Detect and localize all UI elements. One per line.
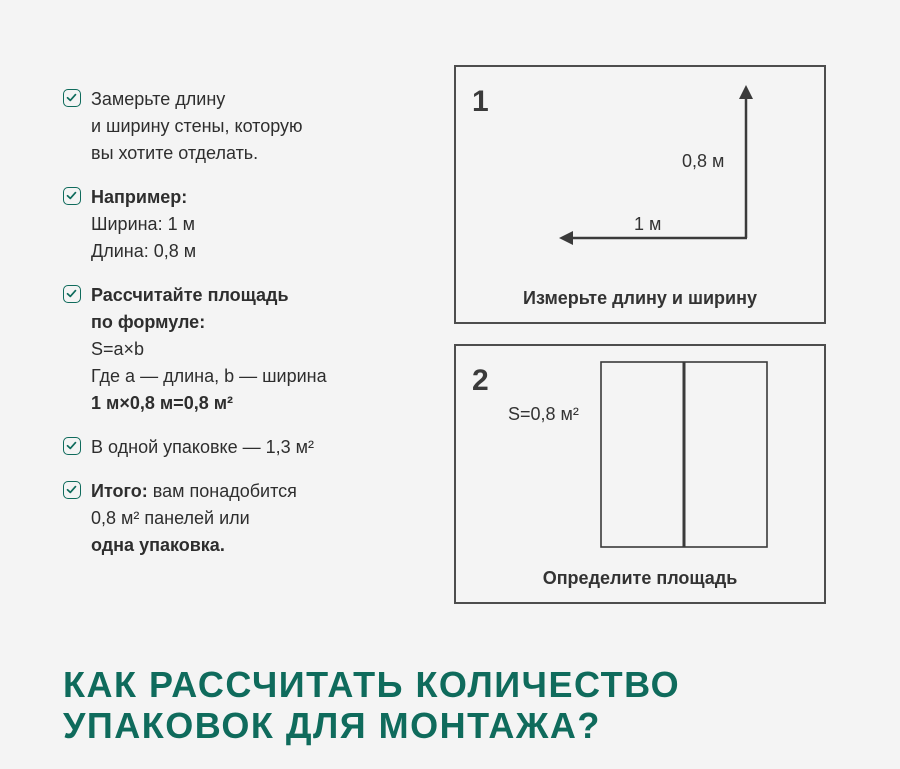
step-text: Длина: 0,8 м — [91, 241, 197, 261]
panel-caption: Измерьте длину и ширину — [523, 288, 757, 308]
step-line — [91, 86, 403, 113]
step-text: Например: — [91, 187, 188, 207]
checkmark-icon — [63, 481, 81, 499]
step-line — [91, 390, 403, 417]
page-title — [63, 664, 680, 746]
step-text: Рассчитайте площадь — [91, 285, 289, 305]
height-label: 0,8 м — [682, 151, 725, 171]
step-text: Ширина: 1 м — [91, 214, 195, 234]
list-item — [63, 478, 403, 559]
step-line — [91, 113, 403, 140]
step-text: и ширину стены, которую — [91, 116, 303, 136]
step-line — [91, 309, 403, 336]
height-arrowhead — [739, 85, 753, 99]
step-line — [91, 336, 403, 363]
step-text: В одной упаковке — 1,3 м² — [91, 437, 315, 457]
step-text: вы хотите отделать. — [91, 143, 259, 163]
list-item — [63, 86, 403, 167]
step-text: S=a×b — [91, 339, 145, 359]
step-text: одна упаковка. — [91, 535, 225, 555]
step-text: 1 м×0,8 м=0,8 м² — [91, 393, 234, 413]
step-text: по формуле: — [91, 312, 206, 332]
step-line — [91, 363, 403, 390]
list-item — [63, 184, 403, 265]
step-line — [91, 505, 403, 532]
checkmark-icon — [63, 285, 81, 303]
step-line — [91, 478, 403, 505]
title-line-1: КАК РАССЧИТАТЬ КОЛИЧЕСТВО — [63, 664, 681, 705]
checkmark-icon — [63, 187, 81, 205]
title-line-2: УПАКОВОК ДЛЯ МОНТАЖА? — [63, 705, 601, 746]
steps-list — [63, 86, 403, 576]
step-text: Итого: — [91, 481, 148, 501]
list-item — [63, 434, 403, 461]
step-text: Замерьте длину — [91, 89, 226, 109]
measure-panel — [454, 65, 826, 324]
step-line — [91, 140, 403, 167]
panel-number: 1 — [472, 85, 489, 118]
panel-number: 2 — [472, 364, 489, 397]
step-text: 0,8 м² панелей или — [91, 508, 250, 528]
step-line — [91, 184, 403, 211]
step-line — [91, 238, 403, 265]
area-panel — [454, 344, 826, 604]
width-label: 1 м — [634, 214, 662, 234]
width-arrowhead — [559, 231, 573, 245]
list-item — [63, 282, 403, 417]
wall-panels-diagram — [456, 346, 828, 606]
step-line — [91, 282, 403, 309]
step-text: вам понадобится — [147, 481, 297, 501]
area-label: S=0,8 м² — [508, 404, 579, 424]
step-line — [91, 532, 403, 559]
checkmark-icon — [63, 437, 81, 455]
step-text: Где a — длина, b — ширина — [91, 366, 327, 386]
checkmark-icon — [63, 89, 81, 107]
panel-caption: Определите площадь — [542, 568, 738, 588]
step-line — [91, 211, 403, 238]
step-line — [91, 434, 403, 461]
